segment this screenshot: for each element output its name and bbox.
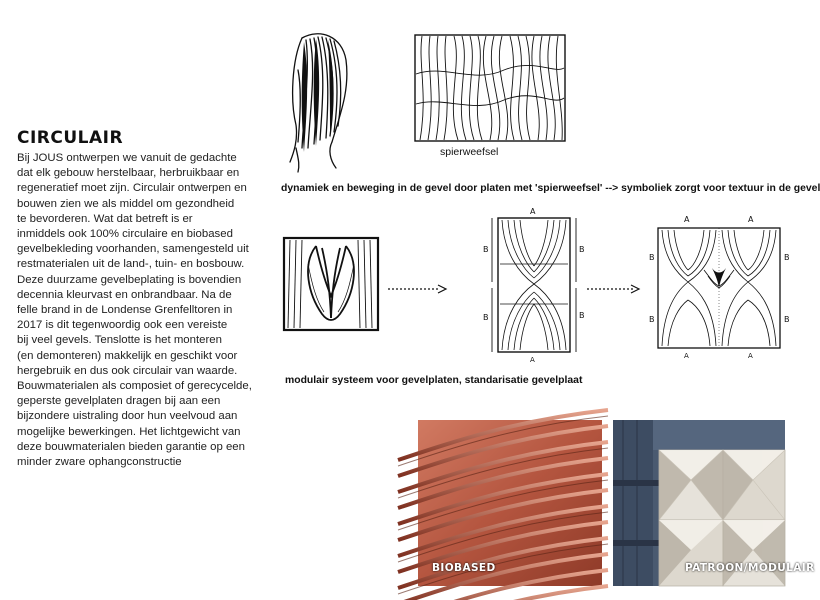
label-b-left-top: B	[483, 245, 489, 254]
spierweefsel-sketch	[414, 34, 566, 144]
label-b-right: B	[784, 253, 790, 262]
caption-dynamiek: dynamiek en beweging in de gevel door platen met 'spierweefsel' --> symboliek zorgt voor textuur in de gevel	[281, 183, 820, 194]
body-line: Deze duurzame gevelbeplating is bovendien	[17, 273, 242, 286]
body-line: Bij JOUS ontwerpen we vanuit de gedachte	[17, 152, 237, 164]
muscle-strands-sketch	[280, 30, 360, 175]
photo-biobased	[418, 420, 602, 586]
label-a-top: A	[530, 207, 536, 216]
section-heading: CIRCULAIR	[17, 128, 124, 148]
body-line: dat elk gebouw herstelbaar, herbruikbaar en	[17, 167, 240, 180]
label-b-left: B	[649, 253, 655, 262]
body-line: gevelbekleding voorhanden, samengesteld uit	[17, 243, 249, 256]
modular-pattern-sketch	[648, 210, 794, 360]
arrow-2	[585, 283, 641, 295]
body-line: minder zware ophangconstructie	[17, 456, 182, 469]
body-line: felle brand in de Londense Grenfelltoren in	[17, 304, 233, 317]
photo-label-biobased: BIOBASED	[432, 562, 496, 574]
body-line: Bouwmaterialen als composiet of gerecycelde,	[17, 380, 252, 393]
body-line: te bevorderen. Wat dat betreft is er	[17, 212, 193, 225]
module-tile-sketch	[480, 204, 590, 364]
body-line: mogelijke bewerkingen. Het lichtgewicht van	[17, 425, 241, 438]
label-b-right-top: B	[579, 245, 585, 254]
label-a-top-right: A	[748, 215, 754, 224]
label-a-top-left: A	[684, 215, 690, 224]
body-line: inmiddels ook 100% circulaire en biobased	[17, 228, 233, 241]
body-line: restmaterialen uit de land-, tuin- en bosbouw.	[17, 258, 245, 271]
label-a-bottom: A	[530, 356, 535, 364]
body-text	[17, 151, 267, 470]
label-a-bottom-right: A	[748, 352, 753, 360]
module-base-sketch	[282, 234, 382, 334]
body-line: hergebruik en dus ook circulair van waarde.	[17, 364, 238, 377]
body-line: deze bouwmaterialen bieden garantie op een	[17, 440, 245, 453]
caption-spierweefsel: spierweefsel	[440, 146, 499, 158]
body-line: geperste gevelplaten dragen bij aan een	[17, 395, 221, 408]
photo-patroon-modulair	[613, 420, 815, 586]
label-b-left-bottom: B	[483, 313, 489, 322]
arrow-1	[386, 283, 448, 295]
body-line: (en demonteren) makkelijk en geschikt voor	[17, 349, 238, 362]
label-b-right-bottom: B	[579, 311, 585, 320]
photo-label-patroon-modulair: PATROON/MODULAIR	[685, 562, 815, 574]
caption-modulair: modulair systeem voor gevelplaten, standarisatie gevelplaat	[285, 375, 583, 386]
body-line: bijzondere uistraling door hun veelvoud aan	[17, 410, 238, 423]
body-line: bouwen zien we als middel om gezondheid	[17, 197, 235, 210]
label-b-right-2: B	[784, 315, 790, 324]
body-line: decennia kleurvast en onbrandbaar. Na de	[17, 288, 232, 301]
label-b-left-2: B	[649, 315, 655, 324]
body-line: regeneratief moet zijn. Circulair ontwerpen en	[17, 182, 247, 195]
label-a-bottom-left: A	[684, 352, 689, 360]
body-line: 2017 is dit tegenwoordig ook een vereiste	[17, 319, 228, 332]
body-line: bij veel gevels. Tenslotte is het monteren	[17, 334, 222, 347]
